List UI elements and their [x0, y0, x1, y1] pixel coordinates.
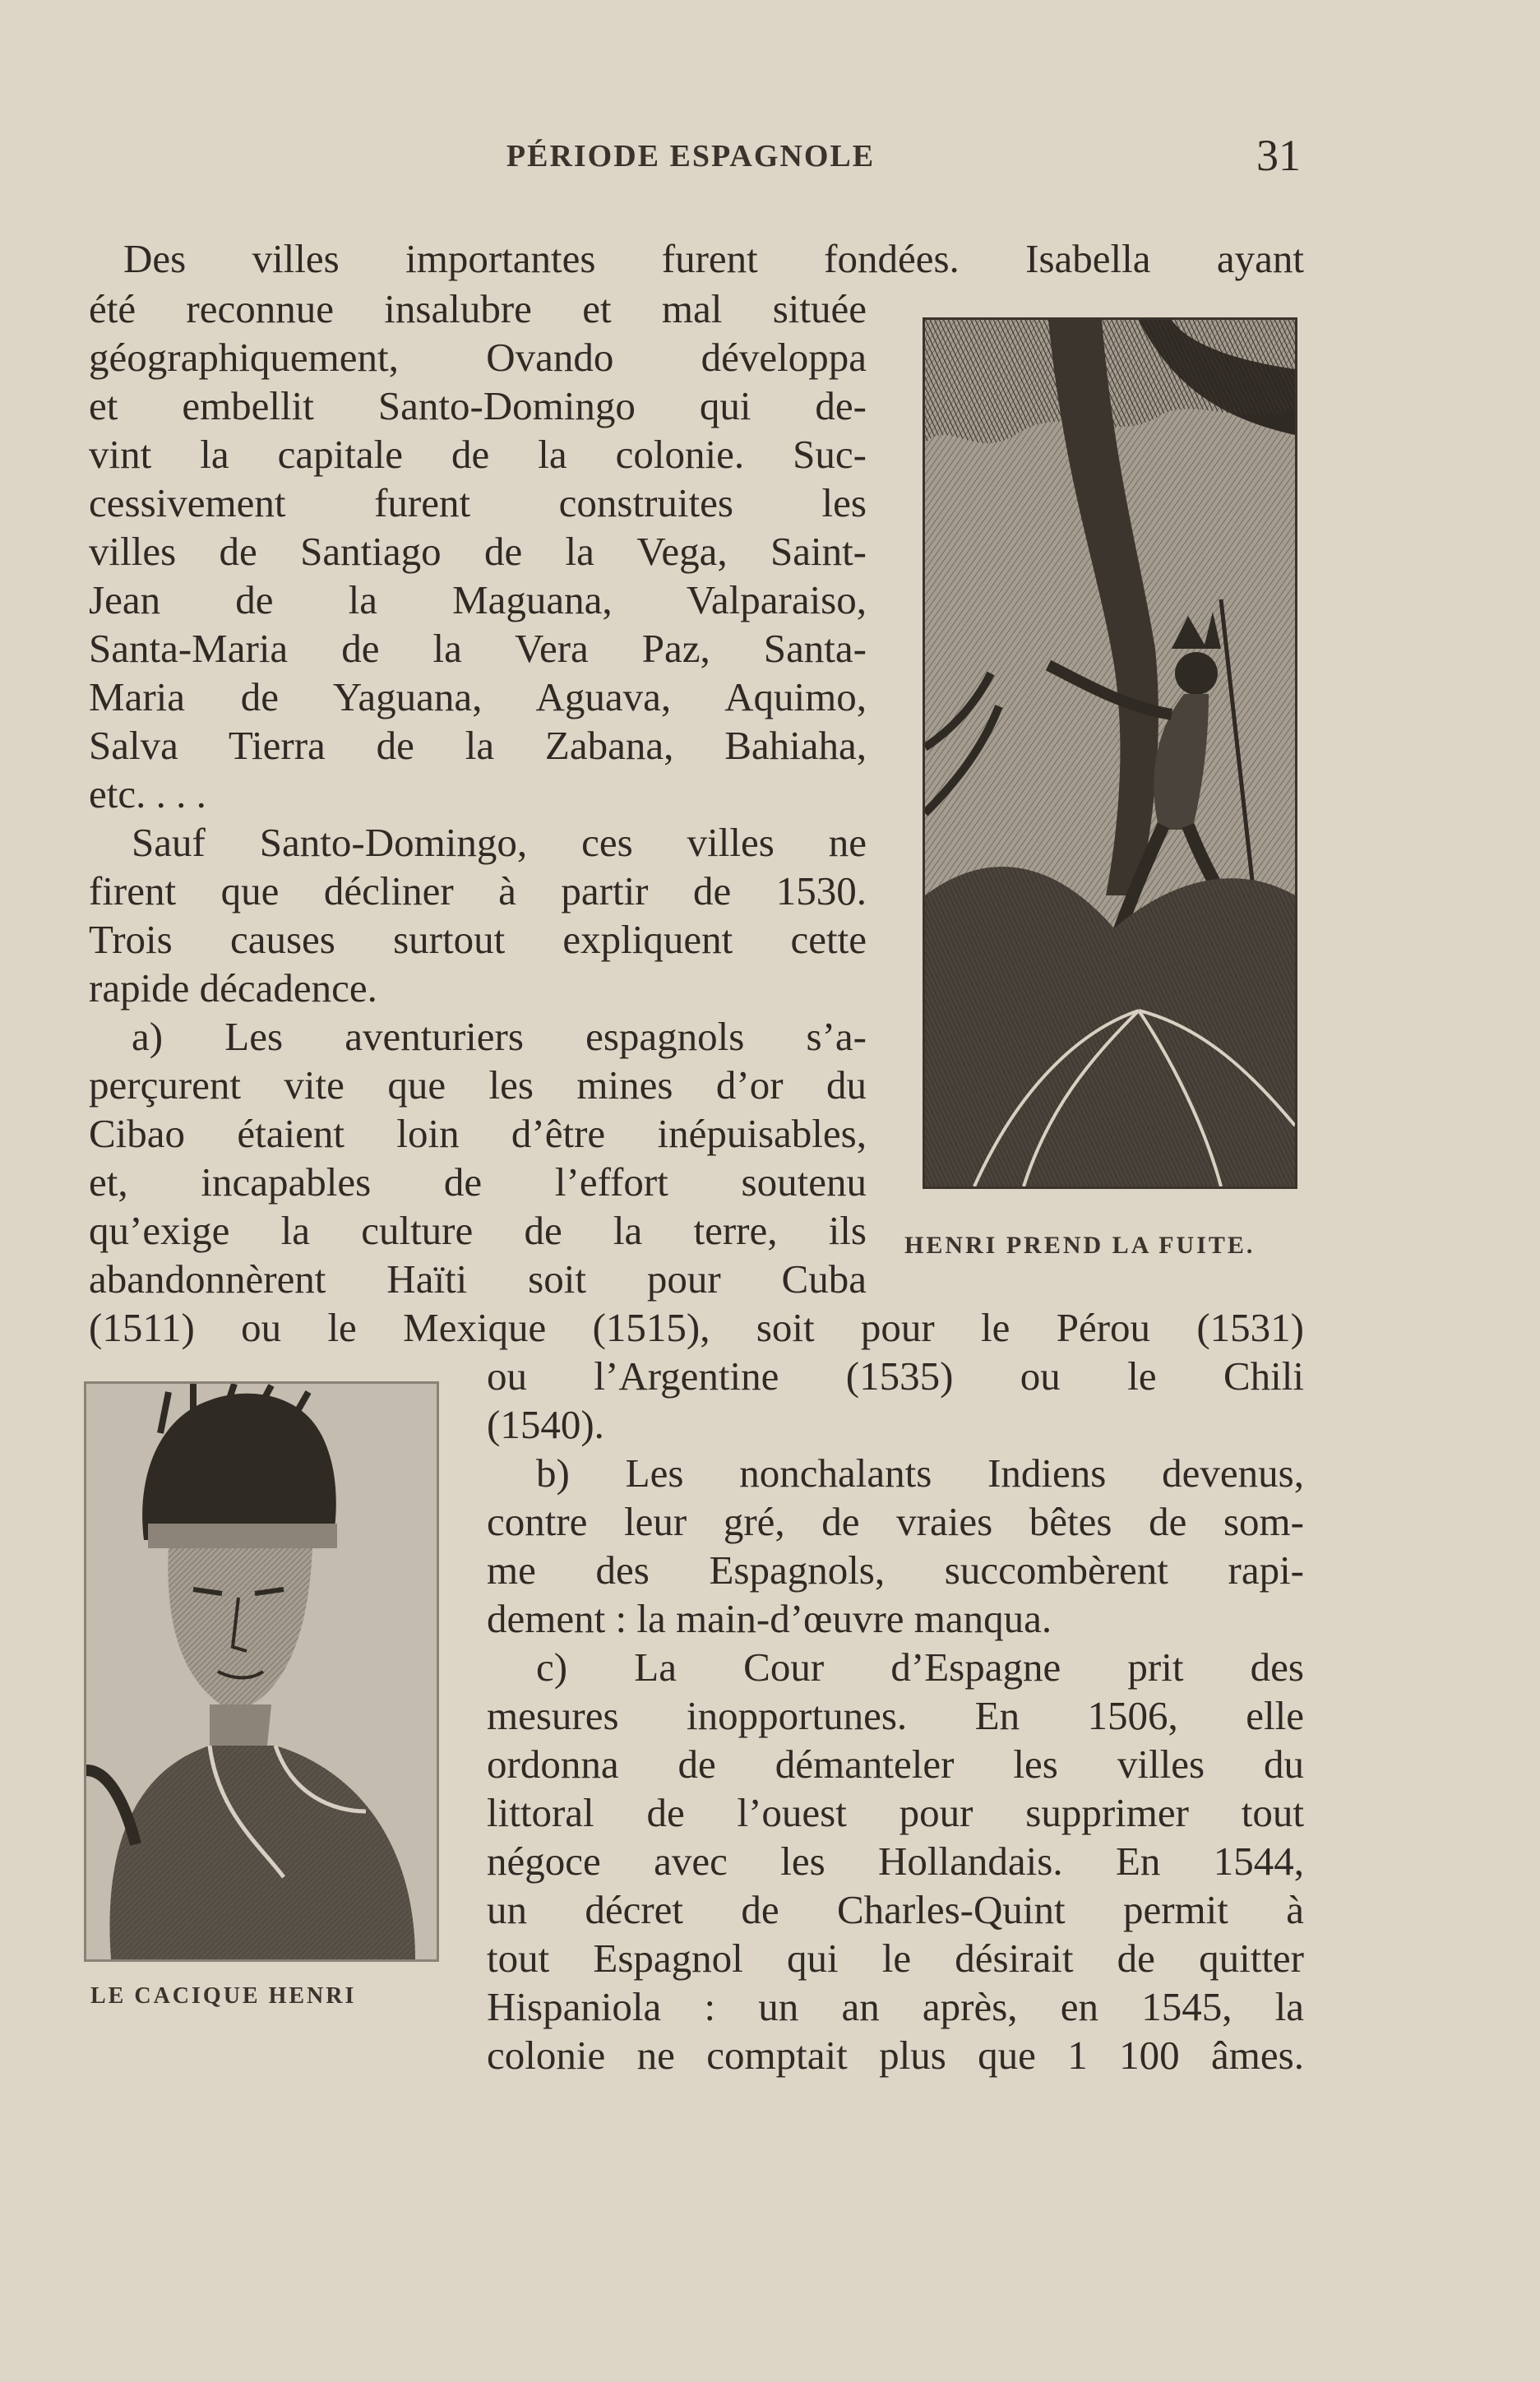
text-line: a) Les aventuriers espagnols s’a- [132, 1014, 867, 1059]
text-line: qu’exige la culture de la terre, ils [89, 1208, 867, 1253]
text-line: un décret de Charles-Quint permit à [487, 1887, 1304, 1932]
text-line: Hispaniola : un an après, en 1545, la [487, 1984, 1304, 2029]
caption-cacique-henri: LE CACIQUE HENRI [90, 1983, 357, 2009]
text-line: firent que décliner à partir de 1530. [89, 868, 867, 913]
forest-engraving-image [925, 320, 1295, 1186]
text-line: été reconnue insalubre et mal située [89, 286, 867, 331]
text-line: Salva Tierra de la Zabana, Bahiaha, [89, 723, 867, 768]
text-line: (1540). [487, 1402, 604, 1447]
text-line: b) Les nonchalants Indiens devenus, [536, 1450, 1304, 1496]
text-line: dement : la main-d’œuvre manqua. [487, 1596, 1052, 1641]
text-line: perçurent vite que les mines d’or du [89, 1062, 867, 1108]
text-line: contre leur gré, de vraies bêtes de som- [487, 1499, 1304, 1544]
text-line: tout Espagnol qui le désirait de quitter [487, 1936, 1304, 1981]
text-line: ordonna de démanteler les villes du [487, 1741, 1304, 1787]
text-line: c) La Cour d’Espagne prit des [536, 1644, 1304, 1690]
caption-henri-fleeing: HENRI PREND LA FUITE. [904, 1232, 1256, 1259]
text-line: villes de Santiago de la Vega, Saint- [89, 529, 867, 574]
portrait-engraving-image [86, 1384, 437, 1959]
text-line: ou l’Argentine (1535) ou le Chili [487, 1353, 1304, 1399]
text-line: Des villes importantes furent fondées. Isabella ayant [123, 236, 1304, 281]
text-line: mesures inopportunes. En 1506, elle [487, 1693, 1304, 1738]
text-line: (1511) ou le Mexique (1515), soit pour le Pérou (1531) [89, 1305, 1304, 1350]
text-line: littoral de l’ouest pour supprimer tout [487, 1790, 1304, 1835]
text-line: Trois causes surtout expliquent cette [89, 917, 867, 962]
text-line: Santa-Maria de la Vera Paz, Santa- [89, 626, 867, 671]
text-line: Jean de la Maguana, Valparaiso, [89, 577, 867, 622]
text-line: cessivement furent construites les [89, 480, 867, 525]
text-line: rapide décadence. [89, 965, 377, 1011]
text-line: Sauf Santo-Domingo, ces villes ne [132, 820, 867, 865]
illustration-henri-fleeing [923, 317, 1297, 1189]
text-line: colonie ne comptait plus que 1 100 âmes. [487, 2033, 1304, 2078]
text-line: me des Espagnols, succombèrent rapi- [487, 1547, 1304, 1593]
text-line: géographiquement, Ovando développa [89, 335, 867, 380]
page-number: 31 [1256, 131, 1301, 180]
running-header: PÉRIODE ESPAGNOLE [506, 139, 876, 173]
illustration-cacique-henri [84, 1381, 439, 1962]
text-line: etc. . . . [89, 771, 206, 816]
text-line: vint la capitale de la colonie. Suc- [89, 432, 867, 477]
text-line: et embellit Santo-Domingo qui de- [89, 383, 867, 428]
text-line: Cibao étaient loin d’être inépuisables, [89, 1111, 867, 1156]
text-line: Maria de Yaguana, Aguava, Aquimo, [89, 674, 867, 719]
text-line: et, incapables de l’effort soutenu [89, 1159, 867, 1205]
text-line: abandonnèrent Haïti soit pour Cuba [89, 1256, 867, 1302]
text-line: négoce avec les Hollandais. En 1544, [487, 1839, 1304, 1884]
